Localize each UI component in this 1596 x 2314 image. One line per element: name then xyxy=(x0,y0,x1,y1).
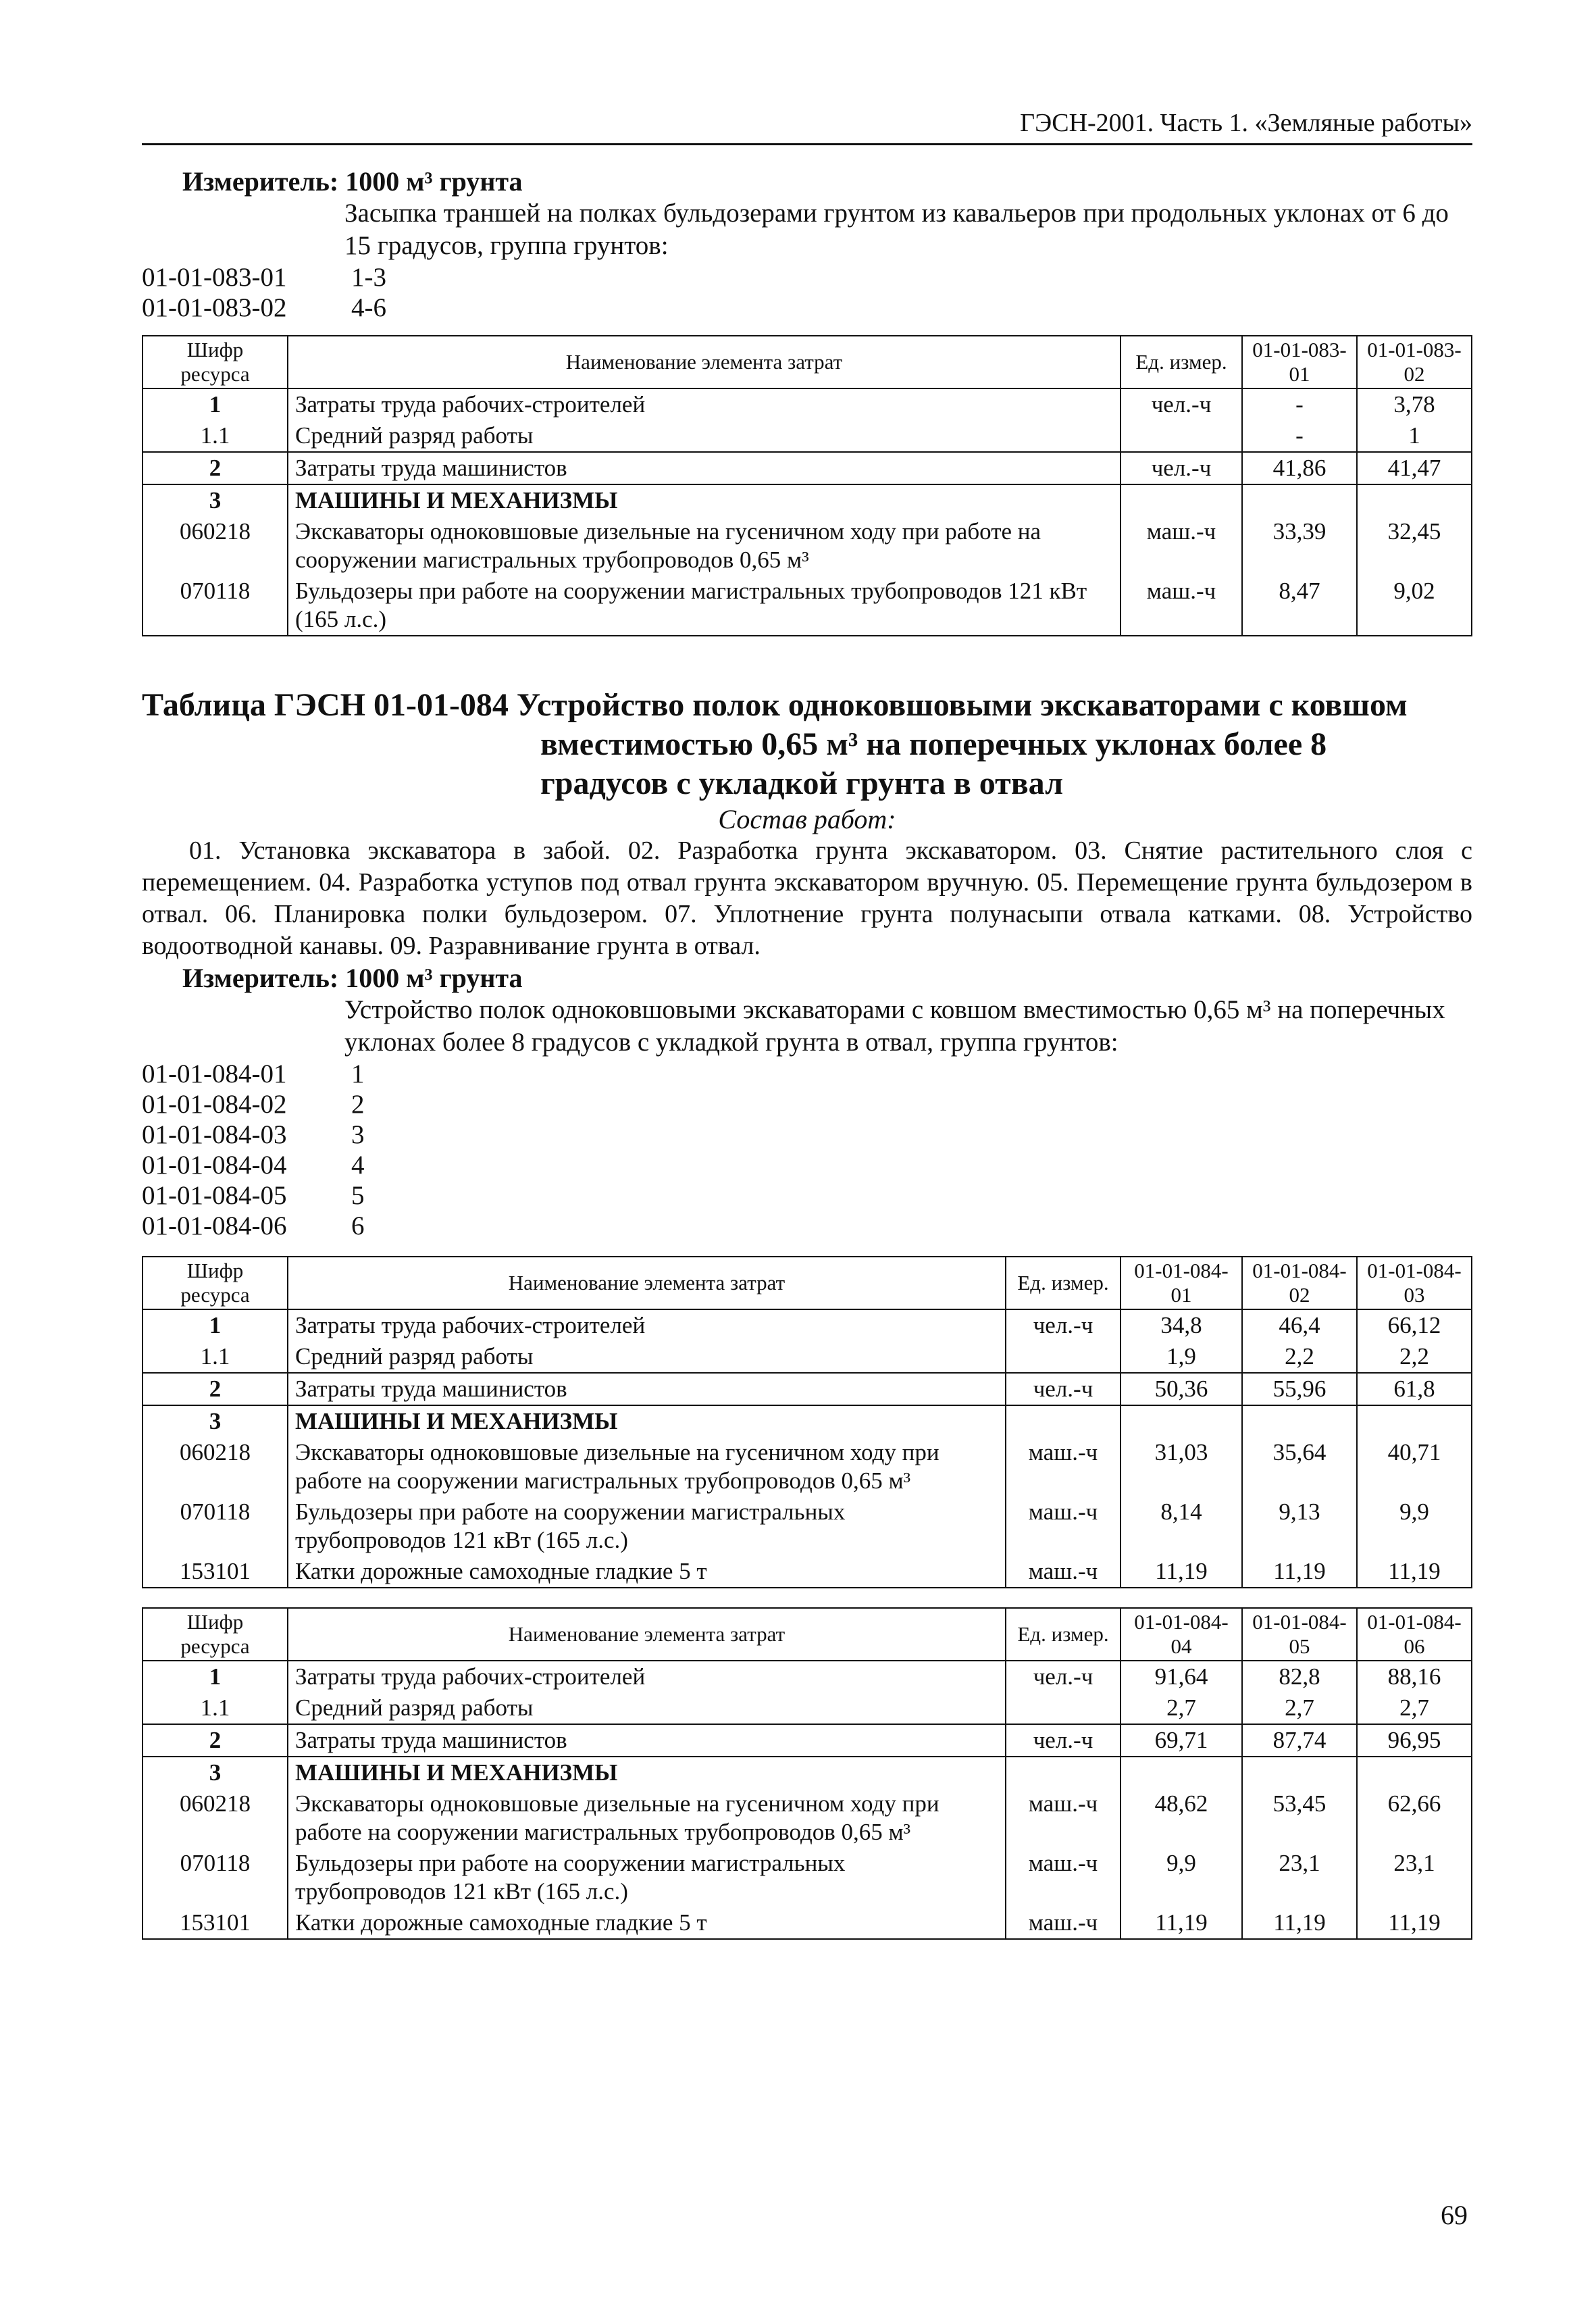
row-value: 23,1 xyxy=(1242,1848,1357,1907)
code-number: 01-01-084-06 xyxy=(142,1211,287,1240)
table-row xyxy=(143,388,1472,420)
row-value: 48,62 xyxy=(1121,1788,1242,1848)
row-unit xyxy=(1121,420,1242,452)
row-value xyxy=(1121,1757,1242,1788)
row-value: - xyxy=(1242,388,1357,420)
row-value: 82,8 xyxy=(1242,1661,1357,1692)
row-value: 32,45 xyxy=(1357,516,1472,576)
row-value: 1,9 xyxy=(1121,1341,1242,1373)
row-code: 3 xyxy=(143,1757,288,1788)
row-name: Затраты труда машинистов xyxy=(288,1373,1006,1405)
row-value: 46,4 xyxy=(1242,1309,1357,1341)
header-code: Шифр ресурса xyxy=(143,1257,288,1309)
table-row xyxy=(143,1907,1472,1939)
row-code: 060218 xyxy=(143,1788,288,1848)
row-value: 35,64 xyxy=(1242,1437,1357,1496)
row-value: 33,39 xyxy=(1242,516,1357,576)
row-unit xyxy=(1006,1405,1121,1437)
row-value: 66,12 xyxy=(1357,1309,1472,1341)
row-code: 153101 xyxy=(143,1556,288,1588)
row-code: 153101 xyxy=(143,1907,288,1939)
composition-text: 01. Установка экскаватора в забой. 02. Разработка грунта экскаватором. 03. Снятие растительного слоя с перемещением. 04. Разработка уступов под отвал грунта экскаватором вручную. 05. Перемещение грунта бульдозером в отвал. 06. Планировка полки бульдозером. 07. Уплотнение грунта полунасыпи отвала катками. 08. Устройство водоотводной канавы. 09. Разравнивание грунта в отвал. xyxy=(142,836,1472,960)
row-value xyxy=(1357,484,1472,516)
row-name: Экскаваторы одноковшовые дизельные на гусеничном ходу при работе на сооружении магистральных трубопроводов 0,65 м³ xyxy=(288,1437,1006,1496)
row-unit: маш.-ч xyxy=(1006,1907,1121,1939)
row-unit: чел.-ч xyxy=(1006,1724,1121,1757)
soil-group: 4-6 xyxy=(351,293,386,322)
table-row xyxy=(143,1724,1472,1757)
row-value: 1 xyxy=(1357,420,1472,452)
row-unit xyxy=(1006,1692,1121,1724)
code-number: 01-01-083-02 xyxy=(142,293,287,322)
row-value: 11,19 xyxy=(1121,1556,1242,1588)
soil-group: 1 xyxy=(351,1059,365,1088)
row-value: 50,36 xyxy=(1121,1373,1242,1405)
table-row xyxy=(143,1373,1472,1405)
title-line: градусов с укладкой грунта в отвал xyxy=(540,765,1063,801)
row-value: 31,03 xyxy=(1121,1437,1242,1496)
cost-table-084-a xyxy=(142,1256,1472,1588)
row-name: МАШИНЫ И МЕХАНИЗМЫ xyxy=(288,1405,1006,1437)
table-row xyxy=(143,420,1472,452)
section-083 xyxy=(142,166,1472,636)
row-value: 8,47 xyxy=(1242,576,1357,636)
row-value: 61,8 xyxy=(1357,1373,1472,1405)
row-code: 3 xyxy=(143,484,288,516)
row-value: 11,19 xyxy=(1357,1907,1472,1939)
meter-label: Измеритель: 1000 м³ грунта xyxy=(182,166,523,197)
row-code: 1 xyxy=(143,1661,288,1692)
code-number: 01-01-084-02 xyxy=(142,1090,287,1119)
row-value: 9,02 xyxy=(1357,576,1472,636)
table-row xyxy=(143,1692,1472,1724)
row-unit xyxy=(1006,1757,1121,1788)
row-name: Затраты труда машинистов xyxy=(288,1724,1006,1757)
table-row xyxy=(143,452,1472,484)
row-unit: маш.-ч xyxy=(1006,1556,1121,1588)
row-value: 9,9 xyxy=(1121,1848,1242,1907)
table-row xyxy=(143,516,1472,576)
soil-group: 5 xyxy=(351,1181,365,1210)
header-col2: 01-01-084-02 xyxy=(1242,1257,1357,1309)
soil-group: 1-3 xyxy=(351,263,386,292)
header-name: Наименование элемента затрат xyxy=(288,1257,1006,1309)
header-col1: 01-01-084-01 xyxy=(1121,1257,1242,1309)
title-line: Таблица ГЭСН 01-01-084 Устройство полок одноковшовыми экскаваторами с ковшом xyxy=(142,687,1408,723)
table-row xyxy=(143,1437,1472,1496)
row-value: 91,64 xyxy=(1121,1661,1242,1692)
row-name: Катки дорожные самоходные гладкие 5 т xyxy=(288,1556,1006,1588)
header-name: Наименование элемента затрат xyxy=(288,1608,1006,1661)
table-header-row xyxy=(143,1257,1472,1309)
soil-group: 6 xyxy=(351,1211,365,1240)
code-number: 01-01-084-04 xyxy=(142,1151,287,1180)
row-value: 87,74 xyxy=(1242,1724,1357,1757)
table-row xyxy=(143,484,1472,516)
row-code: 070118 xyxy=(143,1496,288,1556)
row-unit xyxy=(1121,484,1242,516)
row-value: 23,1 xyxy=(1357,1848,1472,1907)
row-value xyxy=(1242,484,1357,516)
code-item xyxy=(142,262,1472,293)
composition-title: Состав работ: xyxy=(718,804,896,834)
row-value: 40,71 xyxy=(1357,1437,1472,1496)
row-value: 96,95 xyxy=(1357,1724,1472,1757)
row-value xyxy=(1121,1405,1242,1437)
row-unit xyxy=(1006,1341,1121,1373)
table-row xyxy=(143,576,1472,636)
row-code: 070118 xyxy=(143,1848,288,1907)
row-code: 3 xyxy=(143,1405,288,1437)
row-value: 2,7 xyxy=(1242,1692,1357,1724)
code-number: 01-01-083-01 xyxy=(142,263,287,292)
code-item xyxy=(142,1150,1472,1180)
code-list xyxy=(142,1059,1472,1241)
row-unit: чел.-ч xyxy=(1006,1309,1121,1341)
row-name: МАШИНЫ И МЕХАНИЗМЫ xyxy=(288,484,1121,516)
row-code: 1.1 xyxy=(143,1692,288,1724)
table-row xyxy=(143,1757,1472,1788)
table-row xyxy=(143,1341,1472,1373)
row-name: Затраты труда рабочих-строителей xyxy=(288,388,1121,420)
row-unit: маш.-ч xyxy=(1006,1848,1121,1907)
row-name: Бульдозеры при работе на сооружении магистральных трубопроводов 121 кВт (165 л.с.) xyxy=(288,1848,1006,1907)
header-code: Шифр ресурса xyxy=(143,336,288,388)
row-value: 9,13 xyxy=(1242,1496,1357,1556)
row-name: Средний разряд работы xyxy=(288,1341,1006,1373)
row-unit: маш.-ч xyxy=(1006,1437,1121,1496)
code-item xyxy=(142,1059,1472,1089)
work-description: Устройство полок одноковшовыми экскаваторами с ковшом вместимостью 0,65 м³ на поперечных уклонах более 8 градусов с укладкой грунта в отвал, группа грунтов: xyxy=(344,995,1445,1057)
row-value: 2,2 xyxy=(1357,1341,1472,1373)
row-value xyxy=(1242,1405,1357,1437)
section-084 xyxy=(142,686,1472,1940)
row-name: Затраты труда машинистов xyxy=(288,452,1121,484)
table-row xyxy=(143,1556,1472,1588)
row-value: 34,8 xyxy=(1121,1309,1242,1341)
table-row xyxy=(143,1848,1472,1907)
code-list xyxy=(142,262,1472,323)
code-number: 01-01-084-01 xyxy=(142,1059,287,1088)
code-item xyxy=(142,1211,1472,1241)
row-name: Экскаваторы одноковшовые дизельные на гусеничном ходу при работе на сооружении магистральных трубопроводов 0,65 м³ xyxy=(288,516,1121,576)
cost-table-083 xyxy=(142,335,1472,636)
running-header: ГЭСН-2001. Часть 1. «Земляные работы» xyxy=(142,108,1472,145)
header-unit: Ед. измер. xyxy=(1006,1608,1121,1661)
row-name: Средний разряд работы xyxy=(288,420,1121,452)
row-value: 8,14 xyxy=(1121,1496,1242,1556)
table-header-row xyxy=(143,336,1472,388)
work-description: Засыпка траншей на полках бульдозерами грунтом из кавальеров при продольных уклонах от 6 до 15 градусов, группа грунтов: xyxy=(344,199,1449,260)
table-row xyxy=(143,1788,1472,1848)
table-row xyxy=(143,1496,1472,1556)
row-value: 41,47 xyxy=(1357,452,1472,484)
header-unit: Ед. измер. xyxy=(1006,1257,1121,1309)
soil-group: 2 xyxy=(351,1090,365,1119)
code-number: 01-01-084-05 xyxy=(142,1181,287,1210)
row-value: 11,19 xyxy=(1242,1907,1357,1939)
row-code: 2 xyxy=(143,1724,288,1757)
code-number: 01-01-084-03 xyxy=(142,1120,287,1149)
table-title xyxy=(142,686,1472,803)
header-col2: 01-01-084-05 xyxy=(1242,1608,1357,1661)
page-number: 69 xyxy=(1441,2200,1468,2230)
soil-group: 3 xyxy=(351,1120,365,1149)
row-name: Бульдозеры при работе на сооружении магистральных трубопроводов 121 кВт (165 л.с.) xyxy=(288,1496,1006,1556)
table-row xyxy=(143,1309,1472,1341)
header-col3: 01-01-084-03 xyxy=(1357,1257,1472,1309)
row-name: Бульдозеры при работе на сооружении магистральных трубопроводов 121 кВт (165 л.с.) xyxy=(288,576,1121,636)
table-row xyxy=(143,1405,1472,1437)
row-name: Катки дорожные самоходные гладкие 5 т xyxy=(288,1907,1006,1939)
row-name: МАШИНЫ И МЕХАНИЗМЫ xyxy=(288,1757,1006,1788)
code-item xyxy=(142,1180,1472,1211)
row-value: - xyxy=(1242,420,1357,452)
code-item xyxy=(142,1120,1472,1150)
row-code: 060218 xyxy=(143,1437,288,1496)
row-unit: маш.-ч xyxy=(1121,576,1242,636)
row-name: Экскаваторы одноковшовые дизельные на гусеничном ходу при работе на сооружении магистральных трубопроводов 0,65 м³ xyxy=(288,1788,1006,1848)
row-code: 2 xyxy=(143,1373,288,1405)
header-col2: 01-01-083-02 xyxy=(1357,336,1472,388)
table-row xyxy=(143,1661,1472,1692)
row-value: 69,71 xyxy=(1121,1724,1242,1757)
row-unit: чел.-ч xyxy=(1121,452,1242,484)
row-value xyxy=(1242,1757,1357,1788)
row-value: 53,45 xyxy=(1242,1788,1357,1848)
row-code: 1 xyxy=(143,388,288,420)
row-code: 1.1 xyxy=(143,1341,288,1373)
row-code: 1.1 xyxy=(143,420,288,452)
row-code: 070118 xyxy=(143,576,288,636)
header-unit: Ед. измер. xyxy=(1121,336,1242,388)
row-value: 11,19 xyxy=(1242,1556,1357,1588)
row-unit: чел.-ч xyxy=(1006,1373,1121,1405)
row-unit: маш.-ч xyxy=(1006,1496,1121,1556)
row-unit: чел.-ч xyxy=(1121,388,1242,420)
table-header-row xyxy=(143,1608,1472,1661)
row-value: 62,66 xyxy=(1357,1788,1472,1848)
row-value: 3,78 xyxy=(1357,388,1472,420)
row-name: Затраты труда рабочих-строителей xyxy=(288,1309,1006,1341)
header-col1: 01-01-083-01 xyxy=(1242,336,1357,388)
code-item xyxy=(142,1089,1472,1120)
row-value: 9,9 xyxy=(1357,1496,1472,1556)
row-name: Средний разряд работы xyxy=(288,1692,1006,1724)
row-value: 11,19 xyxy=(1121,1907,1242,1939)
row-unit: чел.-ч xyxy=(1006,1661,1121,1692)
row-value: 2,7 xyxy=(1357,1692,1472,1724)
row-unit: маш.-ч xyxy=(1006,1788,1121,1848)
header-name: Наименование элемента затрат xyxy=(288,336,1121,388)
row-value: 2,2 xyxy=(1242,1341,1357,1373)
row-value: 41,86 xyxy=(1242,452,1357,484)
soil-group: 4 xyxy=(351,1151,365,1180)
row-name: Затраты труда рабочих-строителей xyxy=(288,1661,1006,1692)
row-value: 88,16 xyxy=(1357,1661,1472,1692)
row-value: 2,7 xyxy=(1121,1692,1242,1724)
row-unit: маш.-ч xyxy=(1121,516,1242,576)
meter-label: Измеритель: 1000 м³ грунта xyxy=(182,963,523,993)
header-code: Шифр ресурса xyxy=(143,1608,288,1661)
row-code: 2 xyxy=(143,452,288,484)
row-code: 1 xyxy=(143,1309,288,1341)
cost-table-084-b xyxy=(142,1607,1472,1940)
row-value xyxy=(1357,1405,1472,1437)
row-value: 55,96 xyxy=(1242,1373,1357,1405)
row-value xyxy=(1357,1757,1472,1788)
row-value: 11,19 xyxy=(1357,1556,1472,1588)
code-item xyxy=(142,293,1472,323)
title-line: вместимостью 0,65 м³ на поперечных уклонах более 8 xyxy=(540,726,1327,762)
header-col1: 01-01-084-04 xyxy=(1121,1608,1242,1661)
header-col3: 01-01-084-06 xyxy=(1357,1608,1472,1661)
row-code: 060218 xyxy=(143,516,288,576)
